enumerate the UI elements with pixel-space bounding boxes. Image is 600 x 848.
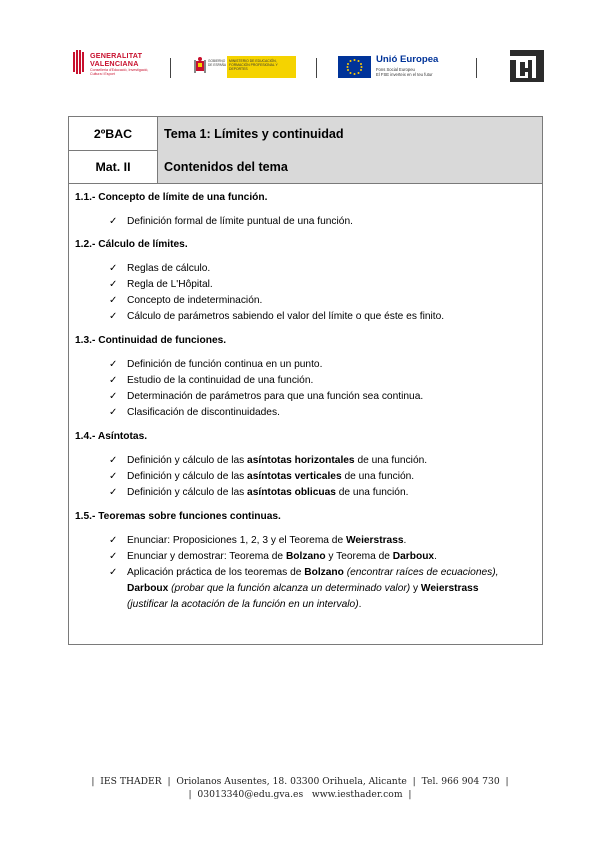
- eu-sub2: El FSE inverteix en el teu futur: [376, 72, 433, 77]
- gva-sub: Conselleria d'Educació, Investigació, Cultura i Esport: [90, 68, 149, 77]
- checkmark-icon: ✓: [109, 471, 118, 482]
- table-row: [69, 150, 542, 184]
- gobierno-logo: [194, 54, 296, 80]
- checkmark-icon: ✓: [109, 216, 118, 227]
- checkmark-icon: ✓: [109, 487, 118, 498]
- eu-sub1: Fons Social Europeu: [376, 67, 415, 72]
- subject-cell: Mat. II: [69, 150, 158, 183]
- gobierno-left-text: GOBIERNO DE ESPAÑA: [208, 59, 227, 67]
- checkmark-icon: ✓: [109, 279, 118, 290]
- section-title: 1.2.- Cálculo de límites.: [75, 239, 188, 250]
- gva-line1: GENERALITAT: [90, 51, 143, 60]
- checkmark-icon: ✓: [109, 535, 118, 546]
- eu-logo: [338, 54, 462, 82]
- course-cell: 2ºBAC: [69, 117, 158, 150]
- checkmark-icon: ✓: [109, 455, 118, 466]
- checkmark-icon: ✓: [109, 295, 118, 306]
- topic-title-cell: Tema 1: Límites y continuidad: [158, 117, 542, 150]
- eu-title: Unió Europea: [376, 54, 439, 65]
- checkmark-icon: ✓: [109, 407, 118, 418]
- checkmark-icon: ✓: [109, 391, 118, 402]
- checkmark-icon: ✓: [109, 375, 118, 386]
- ies-thader-logo-icon: [508, 48, 548, 86]
- checkmark-icon: ✓: [109, 551, 118, 562]
- gva-line2: VALENCIANA: [90, 59, 139, 68]
- spain-coat-of-arms-icon: [194, 57, 206, 77]
- section-title: 1.4.- Asíntotas.: [75, 431, 148, 442]
- contents-heading-cell: Contenidos del tema: [158, 150, 542, 183]
- section-title: 1.3.- Continuidad de funciones.: [75, 335, 227, 346]
- eu-flag-icon: [338, 56, 371, 78]
- checkmark-icon: ✓: [109, 263, 118, 274]
- footer-line-1: | IES THADER | Oriolanos Ausentes, 18. 03300 Orihuela, Alicante | Tel. 966 904 730 |: [91, 776, 509, 787]
- section-title: 1.1.- Concepto de límite de una función.: [75, 192, 268, 203]
- gobierno-right-text: MINISTERIO DE EDUCACIÓN, FORMACIÓN PROFESIONAL Y DEPORTES: [229, 59, 278, 71]
- table-row: [69, 117, 542, 151]
- footer-line-2: | 03013340@edu.gva.es www.iesthader.com |: [188, 789, 412, 800]
- logo-separator: [316, 58, 317, 78]
- content-table: 2ºBAC Tema 1: Límites y continuidad Mat. II Contenidos del tema 1.1.- Concepto de límite de una función. ✓ Definición formal de límite puntual de una función. 1.2.- Cálculo de límites. ✓ Reglas de cálculo. ✓ Regla de L'Hôpital. ✓ Concepto de indeterminación. ✓ Cálculo de parámetros sabiendo el valor del límite o que éste es finito. 1.3.- Continuidad de funciones. ✓ Definición de función continua en un punto. ✓ Estudio de la continuidad de una función. ✓ Determinación de parámetros para que una función sea continua. ✓ Clasificación de discontinuidades. 1.4.- Asíntotas. ✓ Definición y cálculo de las asíntotas horizontales de una función. ✓ Definición y cálculo de las asíntotas verticales de una función. ✓ Definición y cálculo de las asíntotas oblicuas de una función. 1.5.- Teoremas sobre funciones continuas. ✓ Enunciar: Proposiciones 1, 2, 3 y el Teorema de Weierstrass. ✓ Enunciar y demostrar: Teorema de Bolzano y Teorema de Darboux. ✓ Aplicación práctica de los teoremas de Bolzano (encontrar raíces de ecuaciones), Darboux (probar que la función alcanza un determinado valor) y Weierstrass (justificar la acotación de la función en un intervalo).: [68, 116, 543, 645]
- checkmark-icon: ✓: [109, 311, 118, 322]
- section-title: 1.5.- Teoremas sobre funciones continuas.: [75, 511, 281, 522]
- logo-separator: [476, 58, 477, 78]
- logo-separator: [170, 58, 171, 78]
- generalitat-logo: [72, 48, 162, 82]
- header-logos: [68, 44, 548, 90]
- generalitat-shield-icon: [72, 50, 86, 76]
- checkmark-icon: ✓: [109, 567, 118, 578]
- checkmark-icon: ✓: [109, 359, 118, 370]
